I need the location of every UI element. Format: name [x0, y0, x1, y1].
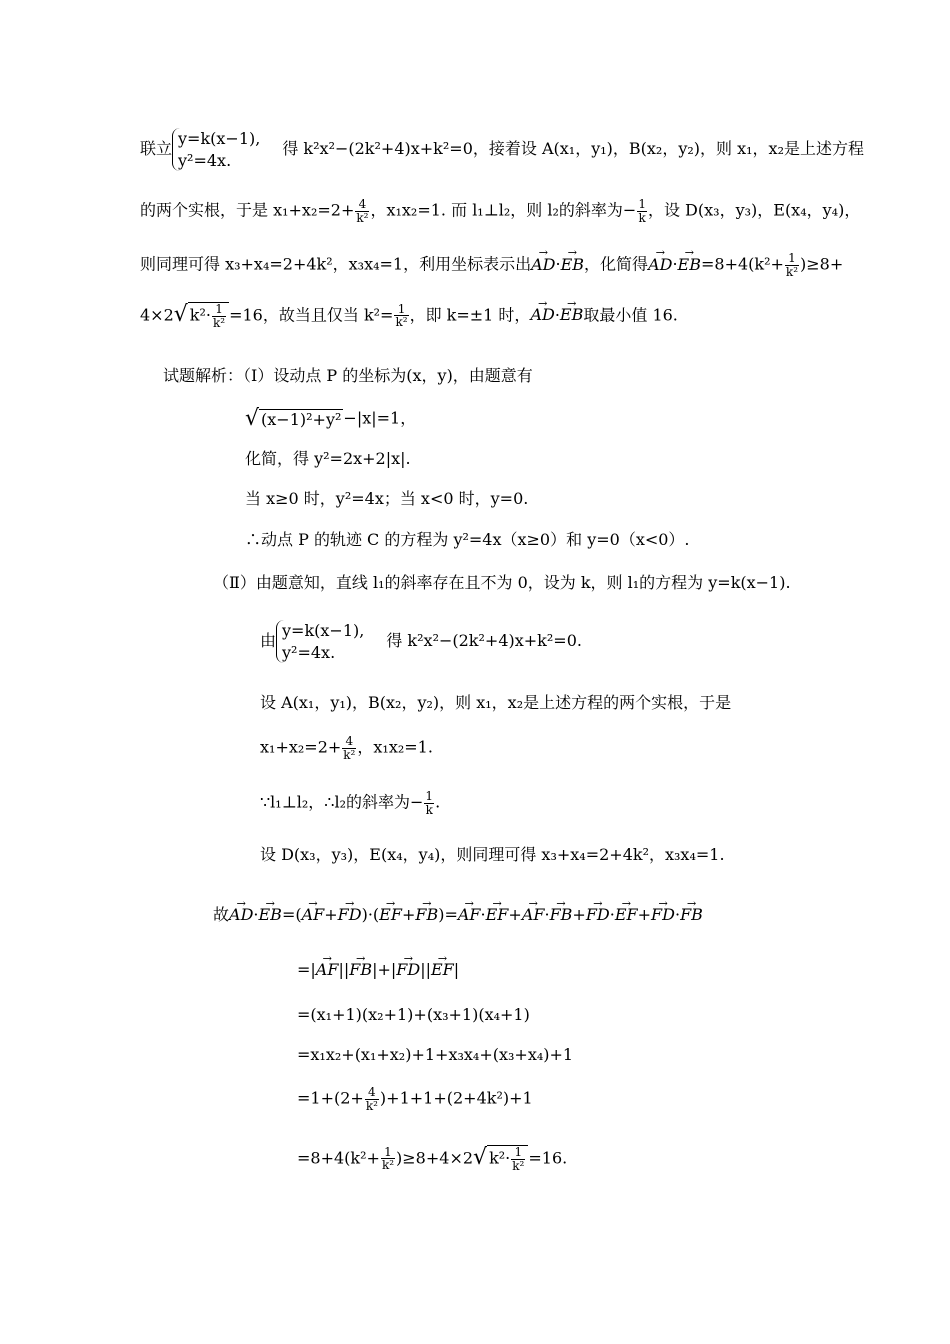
calc-line-6: =8+4(k²+ $\frac{1}{\text{k²}}$ )≥8+4×2√ k²· $\frac{1}{\text{k²}}$ =16. — [297, 1144, 568, 1173]
equation-system: y=k(x−1), y²=4x. — [172, 128, 260, 171]
vector: → FD — [651, 905, 675, 924]
solution-line-8: 设 D(x₃，y₃)，E(x₄，y₄)，则同理可得 x₃+x₄=2+4k²，x₃x₄=1. — [260, 845, 725, 864]
calc-line-5: =1+(2+ $\frac{4}{\text{k²}}$ )+1+1+(2+4k²)+1 — [297, 1085, 533, 1113]
vector: → EF — [615, 905, 638, 924]
solution-line-4: ∴动点 P 的轨迹 C 的方程为 y²=4x（x≥0）和 y=0（x<0）. — [245, 530, 690, 549]
solution-line-6: x₁+x₂=2+ $\frac{4}{\text{k²}}$ ，x₁x₂=1. — [260, 734, 433, 762]
solution-system-line: 由 y=k(x−1), y²=4x. 得 k²x²−(2k²+4)x+k²=0. — [260, 621, 582, 662]
fraction: $\frac{4}{\text{k²}}$ — [356, 197, 369, 225]
calc-line-1: 故→ AD·→ EB=(→ AF+→ FD)·(→ EF+→ FB)=→ AF·→ EF+→ AF·→ FB+→ FD·→ EF+→ FD·→ FB — [213, 905, 703, 924]
fraction: $\frac{1}{\text{k²}}$ — [395, 301, 408, 330]
solution-line-5: 设 A(x₁，y₁)，B(x₂，y₂)，则 x₁，x₂是上述方程的两个实根，于是 — [260, 693, 732, 712]
fraction: $\frac{1}{\text{k²}}$ — [512, 1145, 525, 1173]
vector: → AF — [458, 905, 481, 924]
summary-line-3: 则同理可得 x₃+x₄=2+4k²，x₃x₄=1，利用坐标表示出→ AD·→ EB，化简得→ AD·→ EB=8+4(k²+ $\frac{1}{\text{k²}}$ )≥8+ — [140, 252, 843, 278]
fraction: $\frac{1}{\text{k²}}$ — [213, 302, 226, 330]
vector: → EB — [560, 305, 583, 324]
vector: → FD — [396, 960, 420, 979]
solution-line-1: √ (x−1)²+y² −|x|=1， — [245, 406, 417, 431]
square-root: √ k²· $\frac{1}{\text{k²}}$ — [174, 302, 229, 330]
vector: → AF — [302, 905, 325, 924]
calc-line-4: =x₁x₂+(x₁+x₂)+1+x₃x₄+(x₃+x₄)+1 — [297, 1045, 574, 1064]
vector: → AD — [531, 255, 555, 274]
square-root: √ k²· $\frac{1}{\text{k²}}$ — [473, 1145, 528, 1173]
vector: → EB — [561, 255, 584, 274]
vector: → FB — [415, 905, 438, 924]
vector: → FB — [680, 905, 703, 924]
summary-line-4: 4×2√ k²· $\frac{1}{\text{k²}}$ =16，故当且仅当 k²= $\frac{1}{\text{k²}}$ ，即 k=±1 时，→ AD·→ EB取最小值 16. — [140, 302, 678, 330]
vector: → EB — [259, 905, 282, 924]
vector: → FB — [550, 905, 573, 924]
vector: → EF — [379, 905, 402, 924]
vector: → AF — [522, 905, 545, 924]
fraction: $\frac{1}{\text{k²}}$ — [381, 1144, 395, 1173]
fraction: $\frac{1}{\text{k²}}$ — [785, 251, 799, 279]
solution-intro: 试题解析：（Ⅰ）设动点 P 的坐标为(x，y)，由题意有 — [163, 366, 533, 385]
square-root: √ (x−1)²+y² — [245, 406, 342, 431]
solution-line-7: ∵l₁⊥l₂，∴l₂的斜率为− $\frac{1}{k}$ . — [260, 789, 441, 817]
calc-line-2: =|→ AF||→ FB|+|→ FD||→ EF| — [297, 960, 459, 979]
solution-part-2: （Ⅱ）由题意知，直线 l₁的斜率存在且不为 0，设为 k，则 l₁的方程为 y=k(x−1). — [213, 573, 791, 592]
fraction: $\frac{1}{k}$ — [638, 197, 646, 225]
vector: → AD — [530, 305, 554, 324]
summary-line-2: 的两个实根，于是 x₁+x₂=2+ $\frac{4}{\text{k²}}$ ，x₁x₂=1. 而 l₁⊥l₂，则 l₂的斜率为− $\frac{1}{k}$ ，设 D(x₃，y₃)，E(x₄，y₄)， — [140, 197, 861, 225]
vector: → FD — [586, 905, 610, 924]
summary-line-1: 联立 y=k(x−1), y²=4x. 得 k²x²−(2k²+4)x+k²=0，接着设 A(x₁，y₁)，B(x₂，y₂)，则 x₁，x₂是上述方程 — [140, 129, 864, 170]
vector: → FB — [349, 960, 372, 979]
fraction: $\frac{4}{\text{k²}}$ — [343, 734, 356, 762]
vector: → FD — [338, 905, 362, 924]
fraction: $\frac{1}{k}$ — [425, 789, 434, 817]
vector: → AD — [648, 255, 672, 274]
equation-system: y=k(x−1), y²=4x. — [276, 620, 364, 663]
vector: → AD — [229, 905, 253, 924]
vector: → EF — [486, 905, 509, 924]
vector: → EF — [431, 960, 454, 979]
calc-line-3: =(x₁+1)(x₂+1)+(x₃+1)(x₄+1) — [297, 1005, 530, 1024]
fraction: $\frac{4}{\text{k²}}$ — [365, 1085, 378, 1113]
vector: → EB — [678, 255, 701, 274]
solution-line-3: 当 x≥0 时，y²=4x；当 x<0 时，y=0. — [245, 489, 529, 508]
vector: → AF — [316, 960, 339, 979]
solution-line-2: 化简，得 y²=2x+2|x|. — [245, 449, 411, 468]
